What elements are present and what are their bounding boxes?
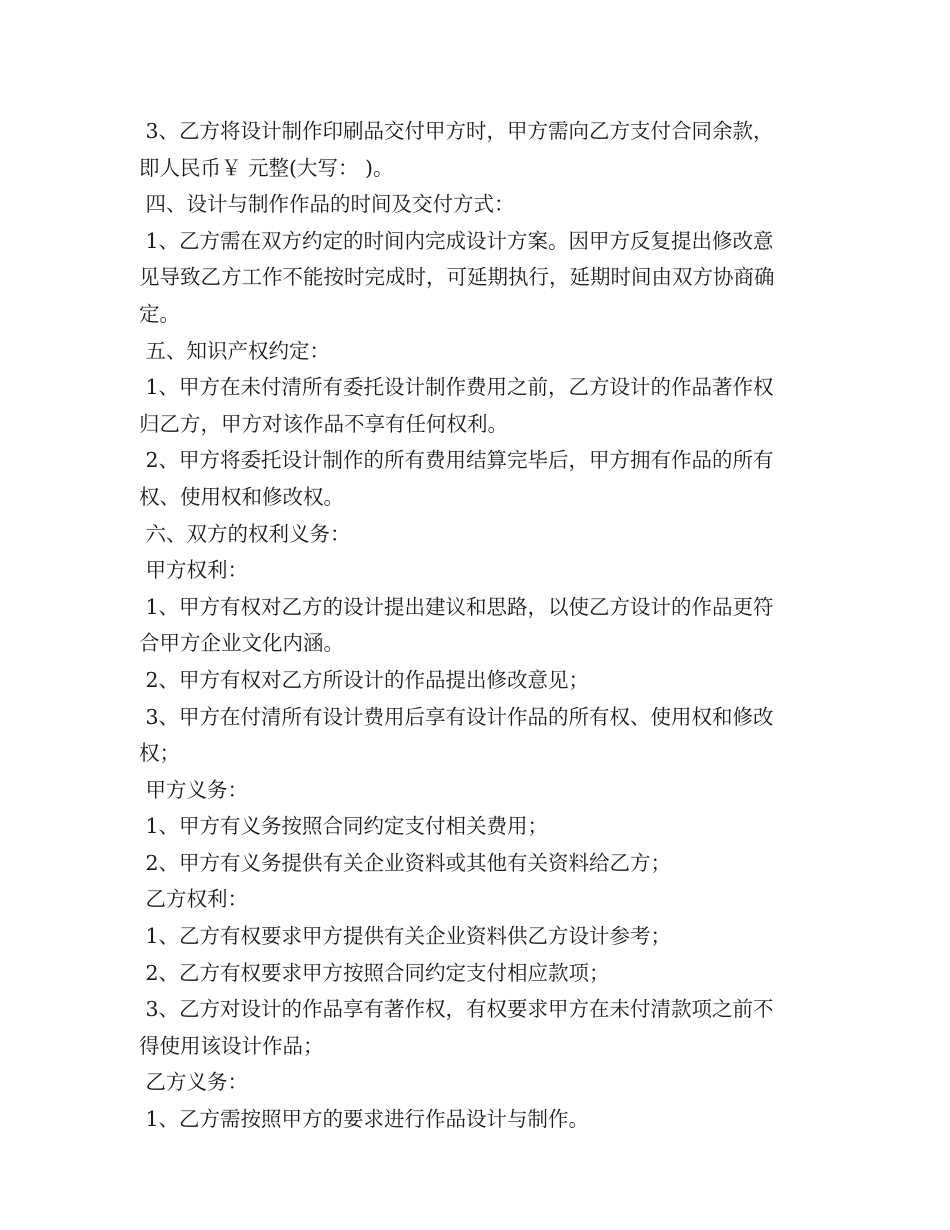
document-body bbox=[139, 113, 819, 1138]
text-line: 即人民币￥ 元整(大写： )。 bbox=[139, 155, 394, 180]
text-line: 3、甲方在付清所有设计费用后享有设计作品的所有权、使用权和修改 bbox=[139, 704, 774, 729]
text-line: 1、乙方需按照甲方的要求进行作品设计与制作。 bbox=[139, 1107, 590, 1132]
subsection-heading: 乙方权利： bbox=[139, 887, 249, 912]
text-line: 3、乙方将设计制作印刷品交付甲方时，甲方需向乙方支付合同余款， bbox=[139, 119, 774, 143]
text-line: 1、乙方需在双方约定的时间内完成设计方案。因甲方反复提出修改意 bbox=[139, 228, 774, 253]
text-line: 3、乙方对设计的作品享有著作权，有权要求甲方在未付清款项之前不 bbox=[139, 997, 774, 1022]
text-line: 2、甲方将委托设计制作的所有费用结算完毕后，甲方拥有作品的所有 bbox=[139, 448, 774, 473]
text-line: 定。 bbox=[139, 301, 180, 326]
text-line: 得使用该设计作品； bbox=[139, 1033, 324, 1058]
text-line: 归乙方，甲方对该作品不享有任何权利。 bbox=[139, 411, 508, 436]
subsection-heading: 甲方权利： bbox=[139, 558, 249, 583]
text-line: 见导致乙方工作不能按时完成时，可延期执行，延期时间由双方协商确 bbox=[139, 265, 775, 290]
text-line: 2、甲方有权对乙方所设计的作品提出修改意见； bbox=[139, 667, 590, 692]
subsection-heading: 乙方义务： bbox=[139, 1070, 249, 1095]
section-heading: 六、双方的权利义务： bbox=[139, 521, 351, 546]
text-line: 2、甲方有义务提供有关企业资料或其他有关资料给乙方； bbox=[139, 850, 672, 875]
subsection-heading: 甲方义务： bbox=[139, 777, 249, 802]
text-line: 1、乙方有权要求甲方提供有关企业资料供乙方设计参考； bbox=[139, 924, 672, 949]
text-line: 1、甲方在未付清所有委托设计制作费用之前，乙方设计的作品著作权 bbox=[139, 375, 774, 400]
text-line: 合甲方企业文化内涵。 bbox=[139, 631, 344, 656]
section-heading: 四、设计与制作作品的时间及交付方式： bbox=[139, 192, 515, 217]
section-heading: 五、知识产权约定： bbox=[139, 338, 331, 363]
text-line: 1、甲方有权对乙方的设计提出建议和思路，以使乙方设计的作品更符 bbox=[139, 594, 774, 619]
text-line: 权； bbox=[139, 741, 180, 766]
text-line: 1、甲方有义务按照合同约定支付相关费用； bbox=[139, 814, 549, 839]
text-line: 权、使用权和修改权。 bbox=[139, 484, 344, 509]
text-line: 2、乙方有权要求甲方按照合同约定支付相应款项； bbox=[139, 960, 610, 985]
